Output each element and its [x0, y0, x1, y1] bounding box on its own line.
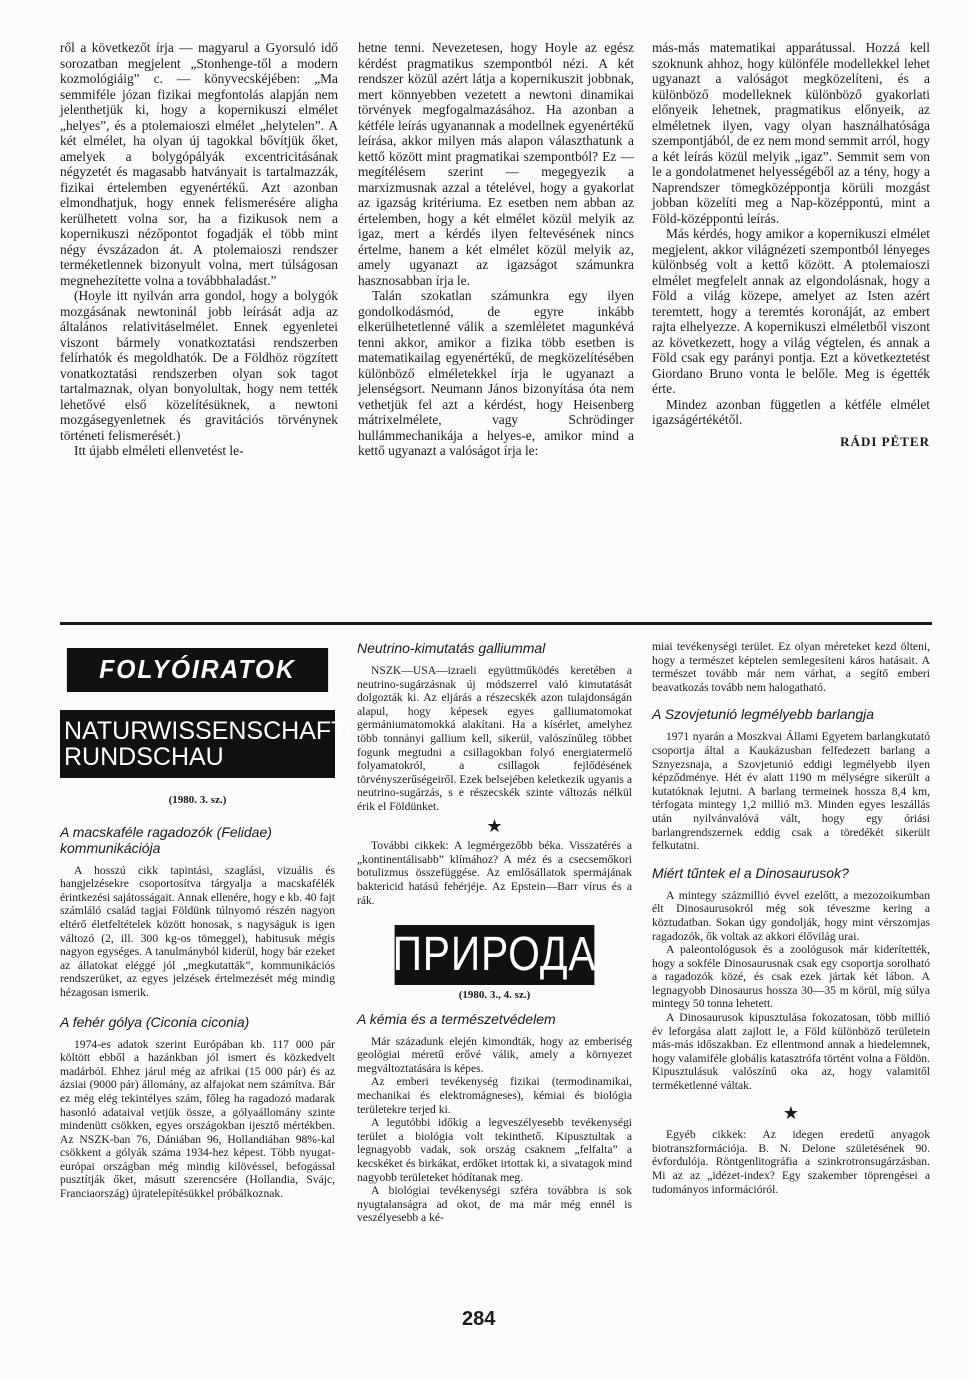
star-separator: ★ — [782, 1102, 800, 1123]
article-body: A biológiai tevékenységi szféra továbbra is sok nyugtalanságra ad okot, de ma már még ennél is veszélyesebb a ké- — [357, 1184, 632, 1225]
article-title: A kémia és a természetvédelem — [357, 1010, 556, 1027]
essay-paragraph: ről a következőt írja — magyarul a Gyorsuló idő sorozatban megjelent „Stonhenge-től a modern kozmológiáig” c. — könyvecskéjében: „Ma semmiféle józan fizikai megfontolás alapján nem jelenthetjük ki, hogy a kopernikuszi elmélet „helyes”, és a ptolemaioszi elmélet „helytelen”. A két elmélet, ha olyan új tagokkal bővítjük őket, amelyek a bolygópályák excentricitásának négyzetét és magasabb hatványait is tartalmazzák, fizikai értelemben egyenértékű. Azt azonban elmondhatjuk, hogy ennek felismerésére aligha kerülhetett volna sor, ha a fizikusok nem a kopernikuszi nézőpontot fogadják el több mint négy évszázadon át. A ptolemaioszi rendszer terméketlennek bizonyult volna, mert túlságosan megnehezítette volna a továbbhaladást.” — [60, 40, 338, 288]
article-title: Miért tűntek el a Dinosaurusok? — [652, 864, 849, 881]
article-body: A Dinosaurusok kipusztulása fokozatosan, több millió év leforgása alatt zajlott le, a Föld különböző területein más-más időszakban. Ez ellentmond annak a hiedelemnek, hogy valamiféle globális katasztrófa történt volna a Földön. Kipusztulásuk valószínű oka az, hogy valamitől terméketlenné váltak. — [652, 1011, 930, 1093]
essay-paragraph: Itt újabb elméleti ellenvetést le- — [74, 443, 244, 458]
essay-column-2 — [358, 40, 634, 459]
journal-masthead-line: RUNDSCHAU — [64, 743, 224, 771]
article-body: A hosszú cikk tapintási, szaglási, vizuális és hangjelzésekre csoportosítva tárgyalja a macskafélék érintkezési sajátosságait. Annak ellenére, hogy e kb. 40 fajt számláló család tagjai Földünk túlnyomó részén nagyon eltérő életfeltételek között honosak, s nagyságuk is igen változó (2, ill. 300 kg-os tömeggel), habitusuk mégis nagyon egységes. A tanulmányból kiderül, hogy bár ezeket az állatokat eléggé jól „megkutatták”, kommunikációs rendszerüket, az egyes jelzések értelmezését még mindig hézagosan ismerik. — [60, 863, 335, 999]
author-signature: RÁDI PÉTER — [840, 433, 930, 449]
article-title: Neutrino-kimutatás galliummal — [357, 640, 546, 656]
article-body: 1971 nyarán a Moszkvai Állami Egyetem barlangkutató csoportja által a Kaukázusban felfedezett barlang a Sznyezsnaja, a Szovjetunió eddigi legmélyebb ilyen képződménye. Hét év alatt 1190 m mélységre sikerült a kutatóknak lejutni. A barlang termeinek hossza 8,4 km, térfogata mintegy 1,2 millió m3. Minden egyes leszállás után nyilvánvalóvá vált, hogy egy óriási barlangrendszernek eddig csak a töredékét sikerült felkutatni. — [652, 730, 930, 853]
essay-paragraph: Talán szokatlan számunkra egy ilyen gondolkodásmód, de egyre inkább elkerülhetetlenné válik a szemléletet magunkévá tenni akkor, amikor a fizika több esetben is matematikailag egyenértékű, de megközelítésében különböző elméletekkel írja le ugyanazt a jelenségsort. Neumann János bizonyítása óta nem vethetjük fel azt a kérdést, hogy Heisenberg mátrixelmélete, vagy Schrödinger hullámmechanikája a helyes-e, amikor mind a kettő ugyanazt a valóságot írja le: — [358, 288, 634, 458]
article-body: Az emberi tevékenység fizikai (termodinamikai, mechanikai és elektromágneses), kémiai és biológia területekre terjed ki. — [357, 1075, 632, 1116]
essay-paragraph: Mindez azonban független a kétféle elmélet igazságértékétől. — [652, 396, 930, 427]
article-body: A legutóbbi időkig a legveszélyesebb tevékenységi terület a biológia volt tekinthető. Kipusztultak a legnagyobb vadak, sok ország csaknem „felfalta” a kecskéket és birkákat, erdőket irtottak ki, a sivatagok mind nagyobb területeket hódítanak meg. — [357, 1116, 632, 1184]
journal-masthead-line: NATURWISSENSCHAFTLICHE — [64, 717, 421, 745]
article-body: NSZK—USA—izraeli együttműködés keretében a neutrino-sugárzásnak új módszerrel való kimutatását dolgozták ki. Az eljárás a részecskék azon tulajdonságán alapul, hogy képesek egyes galliumatomokat germániumatomokká alakítani. Ha a kísérlet, amelyhez több tonnányi gallium kell, sikerül, valószínűleg többet fogunk megtudni a csillagokban folyó energiatermelő folyamatokról, a csillagok fejlődésének törvényszerűségeiről. Ezek belsejében keletkezik ugyanis a neutrino-sugárzás, s e részecskék szinte változás nélkül érik el Földünket. — [357, 664, 632, 813]
essay-column-3 — [652, 40, 930, 449]
page-number: 284 — [462, 1308, 496, 1330]
issue-label: (1980. 3. sz.) — [168, 794, 227, 806]
article-body: Már századunk elején kimondták, hogy az emberiség geológiai méretű erővé válik, amely a környezet megváltoztatására is képes. — [357, 1034, 632, 1075]
journals-column-1 — [60, 640, 421, 1201]
article-body: A mintegy százmillió évvel ezelőtt, a mezozoikumban élt Dinosaurusokról még sok téveszme kering a köztudatban. Sokan úgy gondolják, hogy mint vérszomjas ragadozók, ők voltak az akkori élővilág urai. — [652, 888, 930, 943]
journals-column-2 — [357, 640, 632, 1225]
section-banner: FOLYÓIRATOK — [67, 648, 328, 692]
section-divider — [60, 622, 932, 625]
article-title: A fehér gólya (Ciconia ciconia) — [60, 1013, 250, 1030]
journals-column-3 — [652, 640, 930, 1196]
essay-paragraph: (Hoyle itt nyilván arra gondol, hogy a bolygók mozgásának newtoninál jobb leírását adja az általános relativitáselmélet. Ennek egyenletei viszont bármely vonatkoztatási rendszerben felírhatók és megoldhatók. De a Földhöz rögzített vonatkoztatási rendszerben olyan sok tagot tartalmaznak, olyan bonyolultak, hogy nem tették lehetővé első közelítésüknek, a newtoni mozgásegyenletnek és gravitációs törvénynek történeti felismerését.) — [60, 288, 338, 443]
article-body: miai tevékenységi terület. Ez olyan méreteket kezd ölteni, hogy a természet képtelen semlegesíteni káros hatásait. A természet tovább már nem várhat, a segítő emberi beavatkozás tovább nem halogatható. — [652, 640, 930, 694]
article-title: A macskaféle ragadozók (Felidae) kommunikációja — [60, 823, 272, 856]
star-separator: ★ — [486, 815, 503, 836]
article-title: A Szovjetunió legmélyebb barlangja — [652, 706, 875, 723]
journal-masthead-priroda: ПРИРОДА — [395, 925, 595, 985]
essay-paragraph: Más kérdés, hogy amikor a kopernikuszi elmélet megjelent, akkor világnézeti szempontból lényeges különbség volt a kettő között. A ptolemaioszi elmélet megfelelt annak az elgondolásnak, hogy a Föld a világ közepe, amelyet az Isten azért teremtett, hogy a teremtés koronáját, az embert rajta elhelyezze. A kopernikuszi elméletből viszont az következett, hogy a világ végtelen, és annak a Föld csak egy parányi pontja. Ezt a következtetést Giordano Bruno vonta le belőle. Meg is égették érte. — [652, 226, 930, 396]
essay-paragraph: más-más matematikai apparátussal. Hozzá kell szoknunk ahhoz, hogy különféle modellekkel lehet ugyanazt a valóságot megközelíteni, és a különböző modelleknek különböző gyakorlati előnyeik lehetnek, pragmatikus előnyeik, az elméletnek ilyen, vagy olyan használhatósága szempontjából, de ez nem mond semmit arról, hogy a két leírás közül melyik „igaz”. Semmit sem von le a gondolatmenet helyességéből az a tény, hogy a Naprendszer tömegközéppontja körüli mozgást jobban közelíti meg a Nap-középpontú, mint a Föld-középpontú leírás. — [652, 40, 930, 226]
essay-column-1 — [60, 40, 338, 459]
article-body: 1974-es adatok szerint Európában kb. 117 000 pár költött ebből a hazánkban jól ismert és közkedvelt madárból. Ehhez járul még az afrikai (15 000 pár) és az ázsiai (9000 pár) állomány, az alfajokat nem számítva. Bár ez még elég tekintélyes szám, főleg ha ragadozó madarak hasonló adataival vetjük össze, a gólyaállomány szinte mindenütt csökken, egyes országokban ijesztő mértékben. Az NSZK-ban 76, Dániában 96, Hollandiában 98%-kal csökkent a gólyák száma 1934-hez képest. Több nyugat-európai országban még mindig kilövéssel, befogással pusztítják őket, másutt szerencsére (Hollandia, Svájc, Franciaország) újratelepítésükkel próbálkoznak. — [60, 1037, 335, 1201]
journal-masthead-naturwissenschaftliche — [60, 710, 421, 778]
article-body: A paleontológusok és a zoológusok már kiderítették, hogy a sokféle Dinosaurusnak csak egy csoportja sorolható a ragadozók közé, és csak ezek jártak két lábon. A legnagyobb Dinosaurus hossza 30—35 m körül, míg súlya mintegy 50 tonna lehetett. — [652, 943, 930, 1011]
essay-paragraph: hetne tenni. Nevezetesen, hogy Hoyle az egész kérdést pragmatikus szempontból nézi. A két rendszer közül azért látja a kopernikuszit jobbnak, mert könnyebben vezetett a newtoni dinamikai törvények megfogalmazásához. Ha azonban a kétféle leírás ugyanannak a modellnek egyenértékű leírása, akkor milyen más alapon választhatunk a kettő között mint pragmatikai szempontból? Ez — megítélésem szerint — megegyezik a marxizmusnak azzal a tételével, hogy a gyakorlat az igazság kritériuma. Ez esetben nem abban az értelemben, hogy a két elmélet közül melyik az igaz, mert a kérdés ilyen feltevésének nincs értelme, hanem a két elmélet közül melyik az, amely ugyanazt az igazságot számunkra hasznosabban írja le. — [358, 40, 634, 288]
issue-label: (1980. 3., 4. sz.) — [458, 989, 531, 1002]
more-articles: További cikkek: A legmérgezőbb béka. Visszatérés a „kontinentálisabb” klímához? A méz és a csecsemőkori botulizmus összefüggése. Az emlősállatok spermájának baktericid hatású fehérjéje. Az Epstein—Barr vírus és a rák. — [357, 839, 632, 907]
more-articles: Egyéb cikkek: Az idegen eredetű anyagok biotranszformációja. B. N. Delone születésének 90. évfordulója. Röntgenlitográfia a szinkrotronsugárzásban. Mi az az „idézet-index? Egy szakember töprengései a tudományos információról. — [652, 1128, 930, 1196]
